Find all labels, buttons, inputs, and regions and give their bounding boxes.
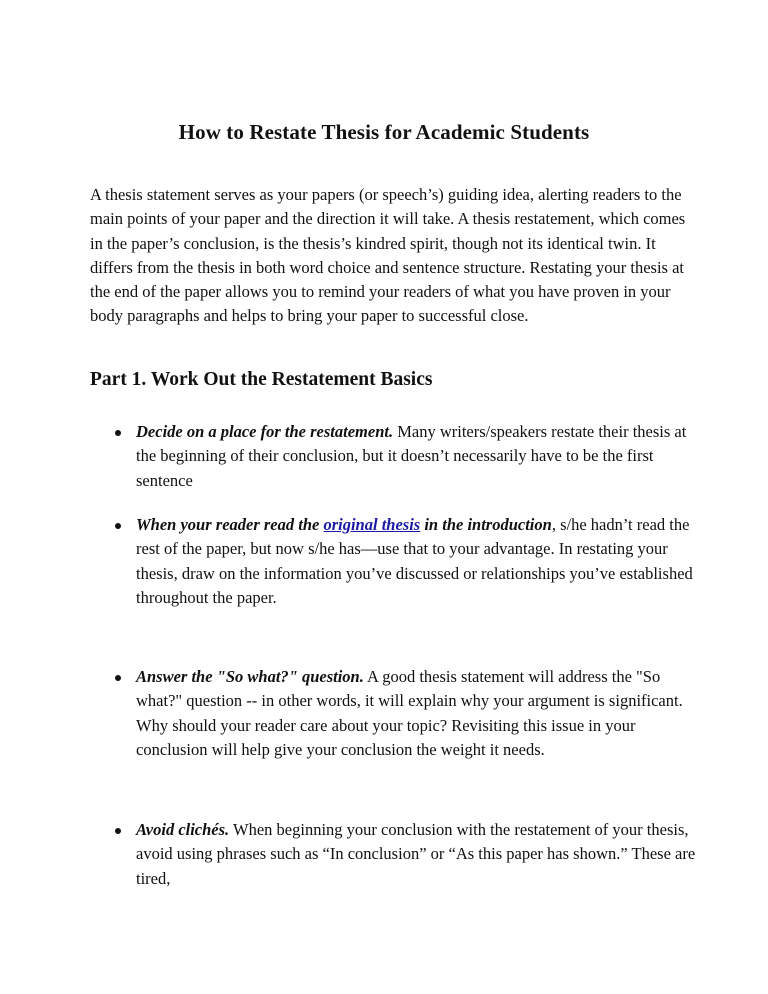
bullet-lead: Answer the "So what?" question. [136, 667, 364, 686]
bullet-lead: When your reader read the [136, 515, 324, 534]
bullet-item-reader [136, 513, 696, 610]
document-title: How to Restate Thesis for Academic Students [178, 120, 590, 144]
bullet-icon [115, 523, 121, 529]
bullet-item-so-what [136, 665, 696, 762]
bullet-lead: Avoid clichés. [136, 820, 230, 839]
bullet-text: Many writers/speakers restate their thesis at the beginning of their conclusion, but it doesn’t necessarily have to be the first sentence [136, 422, 687, 490]
bullet-item-place [136, 420, 696, 493]
bullet-icon [115, 430, 121, 436]
bullet-text: When beginning your conclusion with the restatement of your thesis, avoid using phrases such as “In conclusion” or “As this paper has shown.” These are tired, [136, 820, 696, 888]
intro-paragraph: A thesis statement serves as your papers (or speech’s) guiding idea, alerting readers to the main points of your paper and the direction it will take. A thesis restatement, which comes in the paper’s conclusion, is the thesis’s kindred spirit, though not its identical twin. It differs from the thesis in both word choice and sentence structure. Restating your thesis at the end of the paper allows you to remind your readers of what you have proven in your body paragraphs and helps to bring your paper to successful close. [90, 185, 686, 326]
part1-heading: Part 1. Work Out the Restatement Basics [90, 369, 433, 390]
bullet-icon [115, 675, 121, 681]
bullet-text: A good thesis statement will address the "So what?" question -- in other words, it will explain why your argument is significant. Why should your reader care about your topic? Revisiting this issue in your conclusion will help give your conclusion the weight it needs. [136, 667, 683, 759]
bullet-item-cliches [136, 818, 696, 891]
bullet-lead-continued: in the introduction [420, 515, 552, 534]
bullet-icon [115, 828, 121, 834]
bullet-text: , s/he hadn’t read the rest of the paper, but now s/he has—use that to your advantage. In restating your thesis, draw on the information you’ve discussed or relationships you’ve established throughout the paper. [136, 515, 693, 607]
original-thesis-link[interactable]: original thesis [323, 515, 421, 534]
bullet-lead: Decide on a place for the restatement. [136, 422, 394, 441]
